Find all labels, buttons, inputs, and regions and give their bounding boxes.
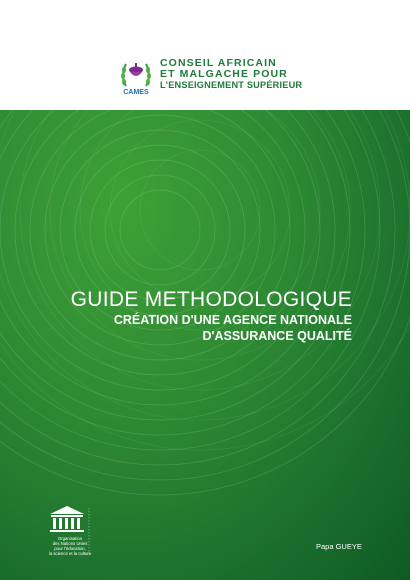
unesco-line-2: des Nations Unies [52,541,88,546]
header [0,0,410,110]
document-title [71,288,352,344]
unesco-line-3: pour l'éducation, [54,546,86,551]
title-main: GUIDE METHODOLOGIQUE [70,288,352,311]
organization-name [160,58,302,91]
org-line-3: L'ENSEIGNEMENT SUPÉRIEUR [160,80,303,90]
cames-logo [118,56,154,98]
title-sub-line-1: CRÉATION D'UNE AGENCE NATIONALE [113,313,352,327]
cames-logo-text: CAMES [123,89,149,96]
unesco-caption [40,536,100,556]
title-sub-line-2: D'ASSURANCE QUALITÉ [202,329,352,343]
unesco-line-4: la science et la culture [48,551,92,556]
cames-emblem-icon [118,56,154,98]
green-cover [0,110,410,580]
unesco-line-1: Organisation [57,536,83,541]
author-name: Papa GUEYE [316,542,362,551]
org-line-1: CONSEIL AFRICAIN [160,57,277,69]
org-line-2: ET MALGACHE POUR [160,68,288,80]
